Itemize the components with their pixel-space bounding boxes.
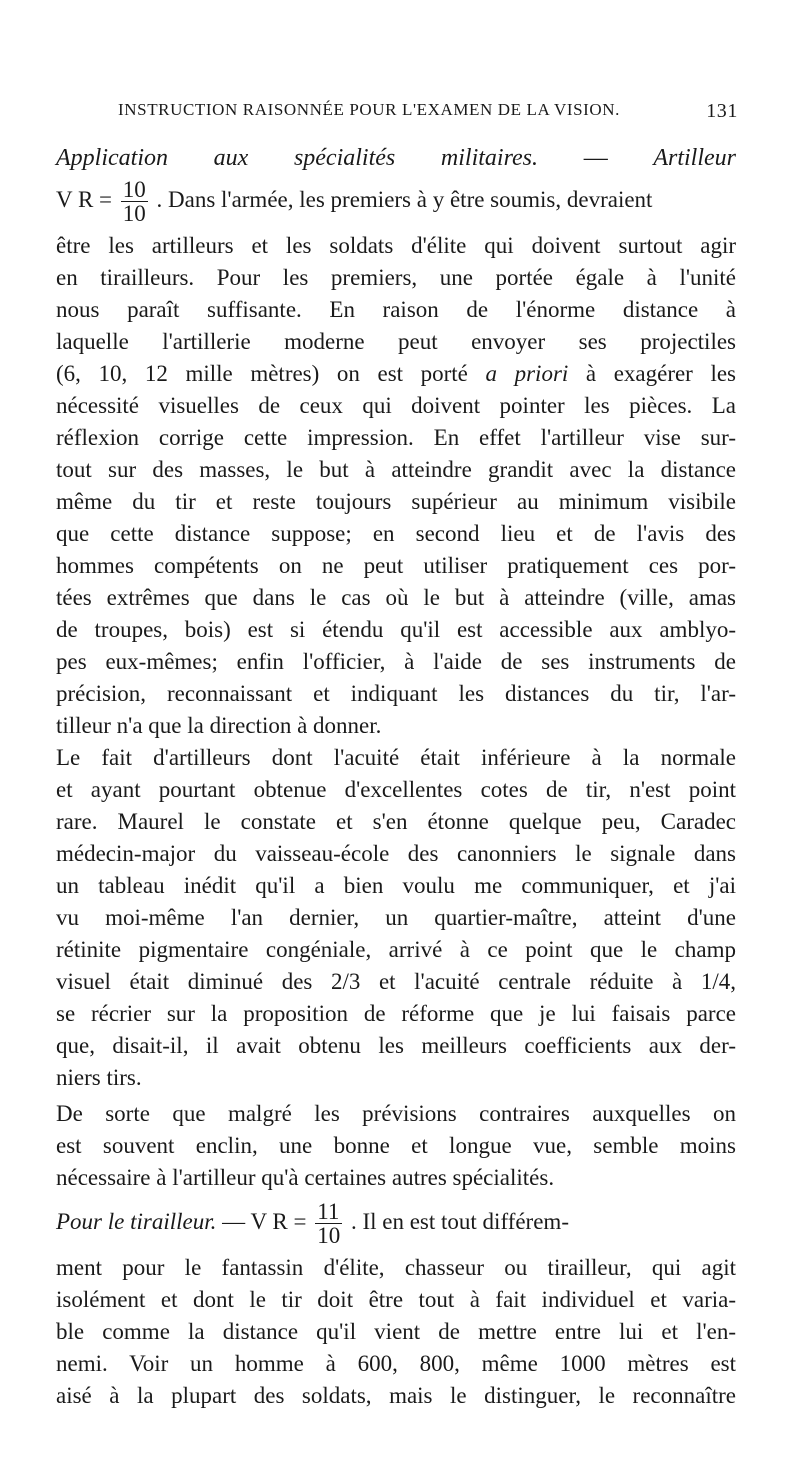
- text-line: se récrier sur la proposition de réforme que je lui faisais parce: [56, 1001, 736, 1026]
- text-line: rare. Maurel le constate et s'en étonne quelque peu, Caradec: [56, 809, 736, 834]
- heading-dash: —: [583, 145, 608, 171]
- text-line: laquelle l'artillerie moderne peut envoyer ses projectiles: [56, 329, 736, 354]
- text-line: tout sur des masses, le but à atteindre grandit avec la distance: [56, 457, 736, 482]
- vr-numerator: 10: [122, 177, 146, 202]
- section-heading-artilleur: [56, 142, 736, 174]
- text-line: pes eux-mêmes; enfin l'officier, à l'aide de ses instruments de: [56, 649, 736, 674]
- vr-numerator: 11: [315, 1200, 342, 1224]
- text-line: isolément et dont le tir doit être tout à fait individuel et varia-: [56, 1287, 736, 1312]
- text-line: de troupes, bois) est si étendu qu'il est accessible aux amblyo-: [56, 617, 736, 642]
- section-heading-tirailleur: Pour le tirailleur.: [56, 1208, 217, 1234]
- text-line: tilleur n'a que la direction à donner.: [56, 713, 382, 738]
- text-line: nécessaire à l'artilleur qu'à certaines autres spécialités.: [56, 1165, 555, 1190]
- text-line: De sorte que malgré les prévisions contraires auxquelles on: [56, 1101, 736, 1126]
- text-line: en tirailleurs. Pour les premiers, une portée égale à l'unité: [56, 265, 736, 290]
- vr-label: V R =: [56, 186, 113, 212]
- formula-text: . Il en est tout différem-: [350, 1208, 569, 1234]
- formula-text: . Dans l'armée, les premiers à y être soumis, devraient: [156, 186, 653, 212]
- vr-fraction: [315, 1200, 342, 1247]
- text-line: Le fait d'artilleurs dont l'acuité était inférieure à la normale: [56, 745, 736, 770]
- text-segment: (6, 10, 12 mille mètres) on est porté: [56, 361, 486, 386]
- text-line: vu moi-même l'an dernier, un quartier-maître, atteint d'une: [56, 905, 736, 930]
- text-line: hommes compétents on ne peut utiliser pratiquement ces por-: [56, 553, 736, 578]
- text-line: que, disait-il, il avait obtenu les meilleurs coefficients aux der-: [56, 1033, 736, 1058]
- text-line: que cette distance suppose; en second lieu et de l'avis des: [56, 521, 736, 546]
- formula-line-tirailleur: [56, 1200, 736, 1247]
- text-segment: à exagérer les: [568, 361, 736, 386]
- vr-label: — V R =: [222, 1208, 307, 1234]
- text-line: aisé à la plupart des soldats, mais le distinguer, le reconnaître: [56, 1383, 736, 1408]
- text-line: même du tir et reste toujours supérieur au minimum visibile: [56, 489, 736, 514]
- vr-fraction: [121, 178, 148, 225]
- text-line: ment pour le fantassin d'élite, chasseur ou tirailleur, qui agit: [56, 1255, 736, 1280]
- text-line: être les artilleurs et les soldats d'élite qui doivent surtout agir: [56, 233, 736, 258]
- text-line: médecin-major du vaisseau-école des canonniers le signale dans: [56, 841, 736, 866]
- a-priori-italic: a priori: [485, 361, 569, 386]
- page-number: 131: [706, 100, 738, 122]
- text-line: réflexion corrige cette impression. En effet l'artilleur vise sur-: [56, 425, 736, 450]
- text-line: nécessité visuelles de ceux qui doivent pointer les pièces. La: [56, 393, 736, 418]
- text-line: est souvent enclin, une bonne et longue vue, semble moins: [56, 1133, 736, 1158]
- text-line: un tableau inédit qu'il a bien voulu me communiquer, et j'ai: [56, 873, 736, 898]
- heading-subject: Artilleur: [653, 145, 737, 171]
- text-line: nemi. Voir un homme à 600, 800, même 1000 mètres est: [56, 1351, 736, 1376]
- text-line: et ayant pourtant obtenue d'excellentes cotes de tir, n'est point: [56, 777, 736, 802]
- text-line: visuel était diminué des 2/3 et l'acuité centrale réduite à 1/4,: [56, 969, 736, 994]
- running-head: [118, 100, 738, 128]
- text-line: ble comme la distance qu'il vient de mettre entre lui et l'en-: [56, 1319, 736, 1344]
- text-line: tées extrêmes que dans le cas où le but à atteindre (ville, amas: [56, 585, 736, 610]
- text-line: précision, reconnaissant et indiquant les distances du tir, l'ar-: [56, 681, 736, 706]
- text-line: rétinite pigmentaire congéniale, arrivé à ce point que le champ: [56, 937, 736, 962]
- text-line: niers tirs.: [56, 1065, 142, 1090]
- formula-line-artilleur: [56, 178, 736, 225]
- vr-denominator: 10: [122, 201, 146, 226]
- section-heading: Application aux spécialités militaires.: [56, 145, 539, 171]
- running-title: INSTRUCTION RAISONNÉE POUR L'EXAMEN DE LA VISION.: [118, 100, 621, 119]
- text-line-a-priori: [56, 358, 736, 390]
- text-line: nous paraît suffisante. En raison de l'énorme distance à: [56, 297, 736, 322]
- vr-denominator: 10: [317, 1223, 341, 1248]
